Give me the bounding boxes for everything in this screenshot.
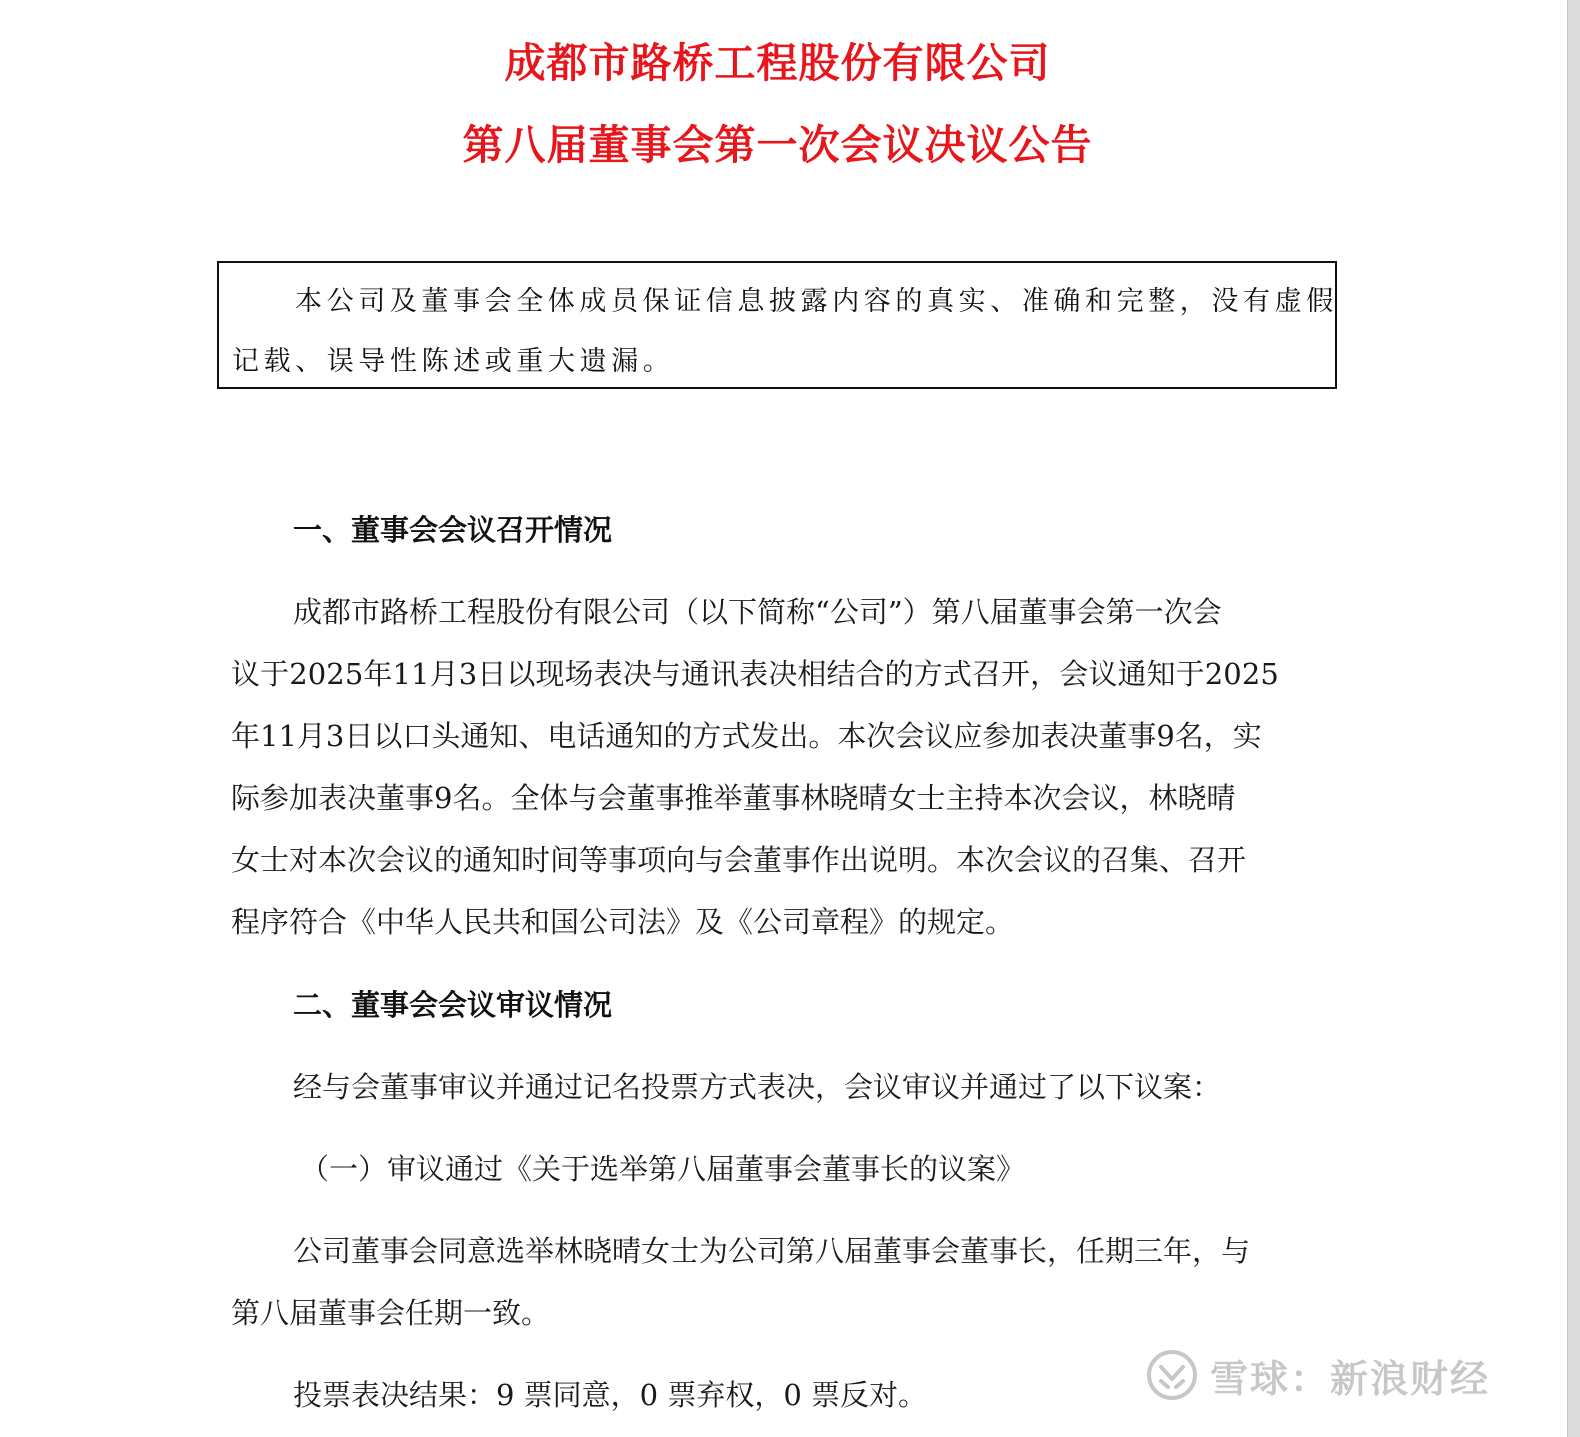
document-title-announcement: 第八届董事会第一次会议决议公告 (462, 121, 1093, 169)
resolution-item-1-line-2: 第八届董事会任期一致。 (231, 1296, 551, 1330)
section1-line-2: 议于2025年11月3日以现场表决与通讯表决相结合的方式召开，会议通知于2025 (231, 657, 1279, 691)
section1-line-6: 程序符合《中华人民共和国公司法》及《公司章程》的规定。 (231, 905, 1015, 939)
watermark (1146, 1344, 1490, 1406)
page-edge (1567, 0, 1580, 1437)
document-title-company: 成都市路桥工程股份有限公司 (504, 39, 1051, 87)
resolution-item-1-line-1: 公司董事会同意选举林晓晴女士为公司第八届董事会董事长，任期三年，与 (293, 1234, 1251, 1268)
section1-line-5: 女士对本次会议的通知时间等事项向与会董事作出说明。本次会议的召集、召开 (231, 843, 1247, 877)
watermark-text: 雪球：新浪财经 (1210, 1356, 1491, 1401)
section1-line-4: 际参加表决董事9名。全体与会董事推举董事林晓晴女士主持本次会议，林晓晴 (231, 781, 1236, 815)
vote-result: 投票表决结果：9 票同意，0 票弃权，0 票反对。 (293, 1378, 928, 1412)
notice-line-1: 本公司及董事会全体成员保证信息披露内容的真实、准确和完整，没有虚假 (295, 286, 1338, 317)
snowball-logo-icon (1146, 1349, 1198, 1401)
disclosure-notice-box (217, 261, 1337, 389)
section-heading-meeting-convening: 一、董事会会议召开情况 (293, 513, 613, 547)
section1-line-3: 年11月3日以口头通知、电话通知的方式发出。本次会议应参加表决董事9名，实 (231, 719, 1262, 753)
resolution-item-1-title: （一）审议通过《关于选举第八届董事会董事长的议案》 (300, 1152, 1026, 1186)
section-heading-meeting-review: 二、董事会会议审议情况 (293, 988, 613, 1022)
notice-line-2: 记载、误导性陈述或重大遗漏。 (232, 346, 675, 377)
section2-intro: 经与会董事审议并通过记名投票方式表决，会议审议并通过了以下议案： (293, 1070, 1222, 1104)
section1-line-1: 成都市路桥工程股份有限公司（以下简称“公司”）第八届董事会第一次会 (293, 595, 1222, 629)
